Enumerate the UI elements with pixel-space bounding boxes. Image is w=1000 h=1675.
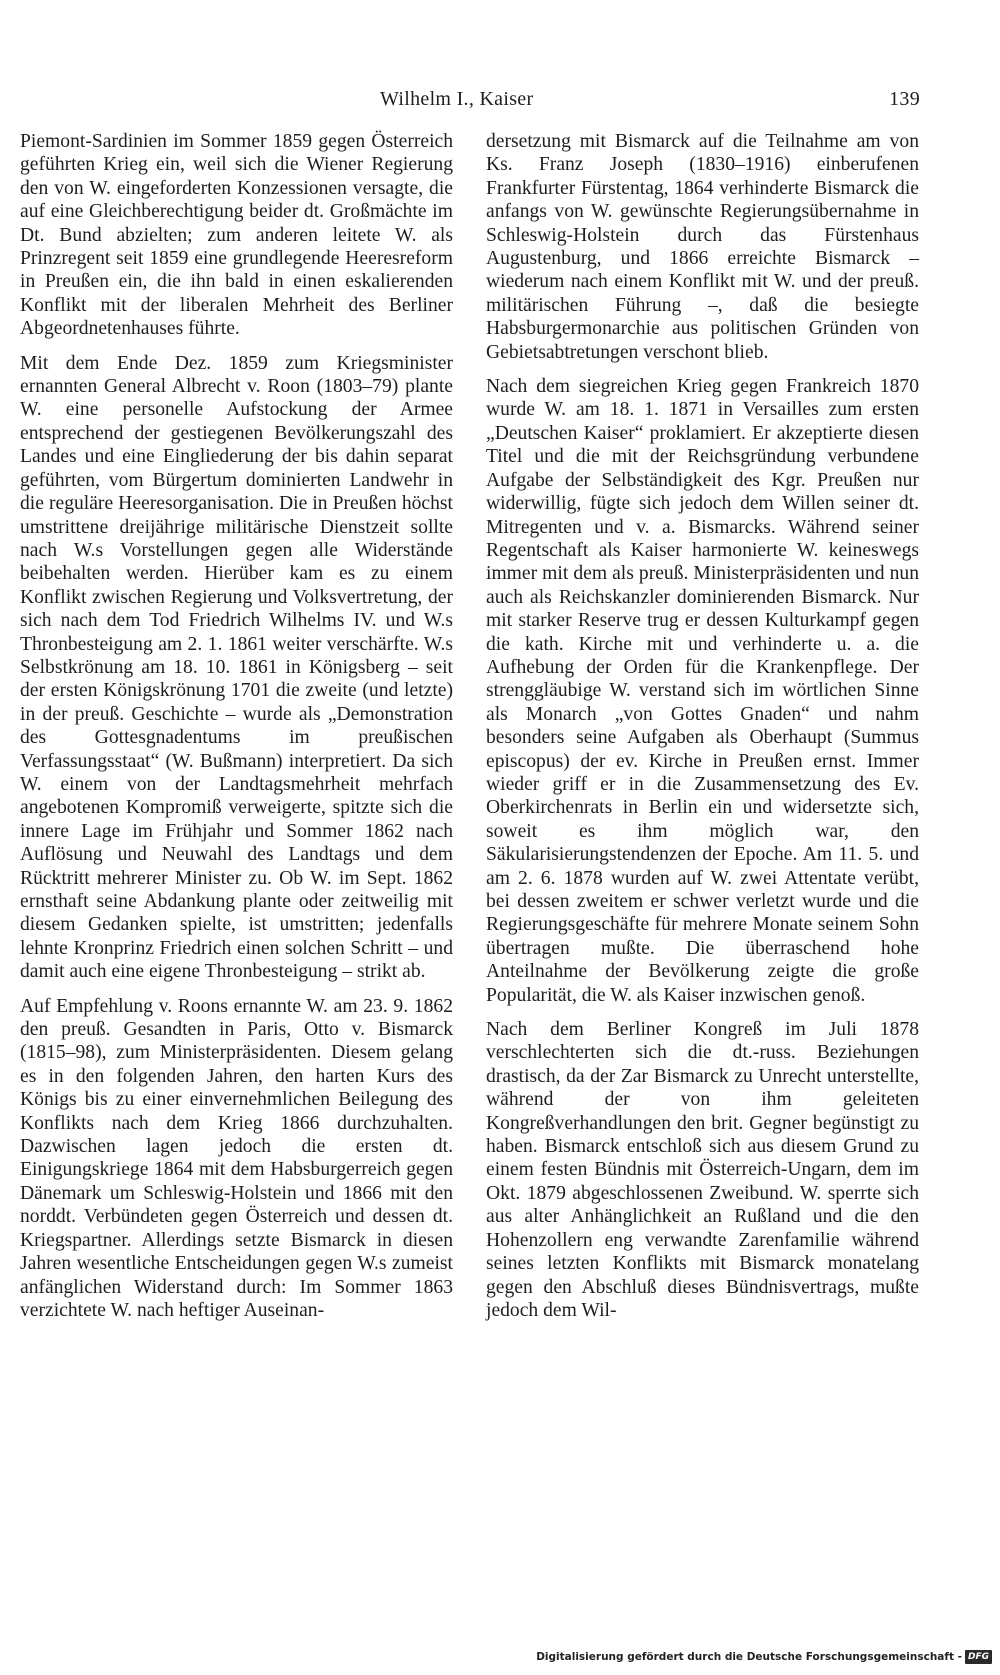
running-title: Wilhelm I., Kaiser — [380, 88, 534, 110]
paragraph: Auf Empfehlung v. Roons ernannte W. am 23. 9. 1862 den preuß. Gesandten in Paris, Otto v. Bismarck (1815–98), zum Ministerpräsidenten. Diesem gelang es in den folgenden Jahren, den harten Kurs des Königs bis zu einer einvernehmlichen Beilegung des Konflikts nach dem Krieg 1866 durchzuhalten. Dazwischen lagen jedoch die ersten dt. Einigungskriege 1864 mit dem Habsburgerreich gegen Dänemark um Schleswig-Holstein und 1866 mit den norddt. Verbündeten gegen Österreich und dessen dt. Kriegspartner. Allerdings setzte Bismarck in diesen Jahren wesentliche Entscheidungen gegen W.s zumeist anfänglichen Widerstand durch: Im Sommer 1863 verzichtete W. nach heftiger Auseinan- — [20, 995, 453, 1321]
paragraph: Mit dem Ende Dez. 1859 zum Kriegsminister ernannten General Albrecht v. Roon (1803–79) plante W. eine personelle Aufstockung der Armee entsprechend der gestiegenen Bevölkerungszahl des Landes und eine Eingliederung der bis dahin separat geführten, vom Bürgertum dominierten Landwehr in die reguläre Heeresorganisation. Die in Preußen höchst umstrittene dreijährige militärische Dienstzeit sollte nach W.s Vorstellungen gegen alle Widerstände beibehalten werden. Hierüber kam es zu einem Konflikt zwischen Regierung und Volksvertretung, der sich nach dem Tod Friedrich Wilhelms IV. und W.s Thronbesteigung am 2. 1. 1861 weiter verschärfte. W.s Selbstkrönung am 18. 10. 1861 in Königsberg – seit der ersten Königskrönung 1701 die zweite (und letzte) in der preuß. Geschichte – wurde als „Demonstration des Gottesgnadentums im preußischen Verfassungsstaat“ (W. Bußmann) interpretiert. Da sich W. einem von der Landtagsmehrheit mehrfach angebotenen Kompromiß verweigerte, spitzte sich die innere Lage im Frühjahr und Sommer 1862 nach Auflösung und Neuwahl des Landtags und dem Rücktritt mehrerer Minister zu. Ob W. im Sept. 1862 ernsthaft seine Abdankung plante oder zeitweilig mit diesem Gedanken spielte, ist umstritten; jedenfalls lehnte Kronprinz Friedrich einen solchen Schritt – und damit auch eine eigene Thronbesteigung – strikt ab. — [20, 352, 453, 983]
page-header — [20, 88, 920, 114]
right-column — [486, 130, 919, 1333]
dfg-logo-icon: DFG — [965, 1650, 992, 1664]
paragraph: Piemont-Sardinien im Sommer 1859 gegen Österreich geführten Krieg ein, weil sich die Wiener Regierung den von W. eingeforderten Konzessionen versagte, die auf eine Gleichberechtigung beider dt. Großmächte im Dt. Bund abzielten; zum anderen leitete W. als Prinzregent seit 1859 eine grundlegende Heeresreform in Preußen ein, die ihn bald in einen eskalierenden Konflikt mit der liberalen Mehrheit des Berliner Abgeordnetenhauses führte. — [20, 131, 453, 340]
page-number: 139 — [889, 88, 920, 110]
paragraph: Nach dem siegreichen Krieg gegen Frankreich 1870 wurde W. am 18. 1. 1871 in Versailles zum ersten „Deutschen Kaiser“ proklamiert. Er akzeptierte diesen Titel und die mit der Reichsgründung verbundene Aufgabe der Selbständigkeit des Kgr. Preußen nur widerwillig, fügte sich jedoch dem Willen seiner dt. Mitregenten und v. a. Bismarcks. Während seiner Regentschaft als Kaiser harmonierte W. keineswegs immer mit dem als preuß. Ministerpräsidenten und nun auch als Reichskanzler dominierenden Bismarck. Nur mit starker Reserve trug er dessen Kulturkampf gegen die kath. Kirche mit und verhinderte u. a. die Aufhebung der Orden für die Krankenpflege. Der strenggläubige W. verstand sich im wörtlichen Sinne als Monarch „von Gottes Gnaden“ und nahm besonders seine Aufgaben als Oberhaupt (Summus episcopus) der ev. Kirche in Preußen ernst. Immer wieder griff er in die Zusammensetzung des Ev. Oberkirchenrats in Berlin ein und widersetzte sich, soweit es ihm möglich war, den Säkularisierungstendenzen der Epoche. Am 11. 5. und am 2. 6. 1878 wurden auf W. zwei Attentate verübt, bei dessen zweitem er schwer verletzt wurde und die Regierungsgeschäfte für mehrere Monate seinem Sohn übertragen mußte. Die überraschend hohe Anteilnahme der Bevölkerung zeigte die große Popularität, die W. als Kaiser inzwischen genoß. — [486, 376, 919, 1006]
left-column — [20, 130, 453, 1333]
digitization-footer — [536, 1647, 992, 1667]
paragraph: dersetzung mit Bismarck auf die Teilnahme am von Ks. Franz Joseph (1830–1916) einberufenen Frankfurter Fürstentag, 1864 verhinderte Bismarck die anfangs von W. gewünschte Regierungsübernahme in Schleswig-Holstein durch das Fürstenhaus Augustenburg, und 1866 erreichte Bismarck – wiederum nach einem Konflikt mit W. und der preuß. militärischen Führung –, daß die besiegte Habsburgermonarchie aus politischen Gründen von Gebietsabtretungen verschont blieb. — [486, 131, 919, 363]
funding-note: Digitalisierung gefördert durch die Deutsche Forschungsgemeinschaft - — [536, 1651, 962, 1663]
paragraph: Nach dem Berliner Kongreß im Juli 1878 verschlechterten sich die dt.-russ. Beziehungen drastisch, da der Zar Bismarck zu Unrecht unterstellte, während der von ihm geleiteten Kongreßverhandlungen den brit. Gegner begünstigt zu haben. Bismarck entschloß sich aus diesem Grund zu einem festen Bündnis mit Österreich-Ungarn, dem im Okt. 1879 abgeschlossenen Zweibund. W. sperrte sich aus alter Anhänglichkeit an Rußland und die den Hohenzollern eng verwandte Zarenfamilie während seines letzten Konflikts mit Bismarck monatelang gegen den Abschluß dieses Bündnisvertrags, mußte jedoch dem Wil- — [486, 1019, 919, 1321]
